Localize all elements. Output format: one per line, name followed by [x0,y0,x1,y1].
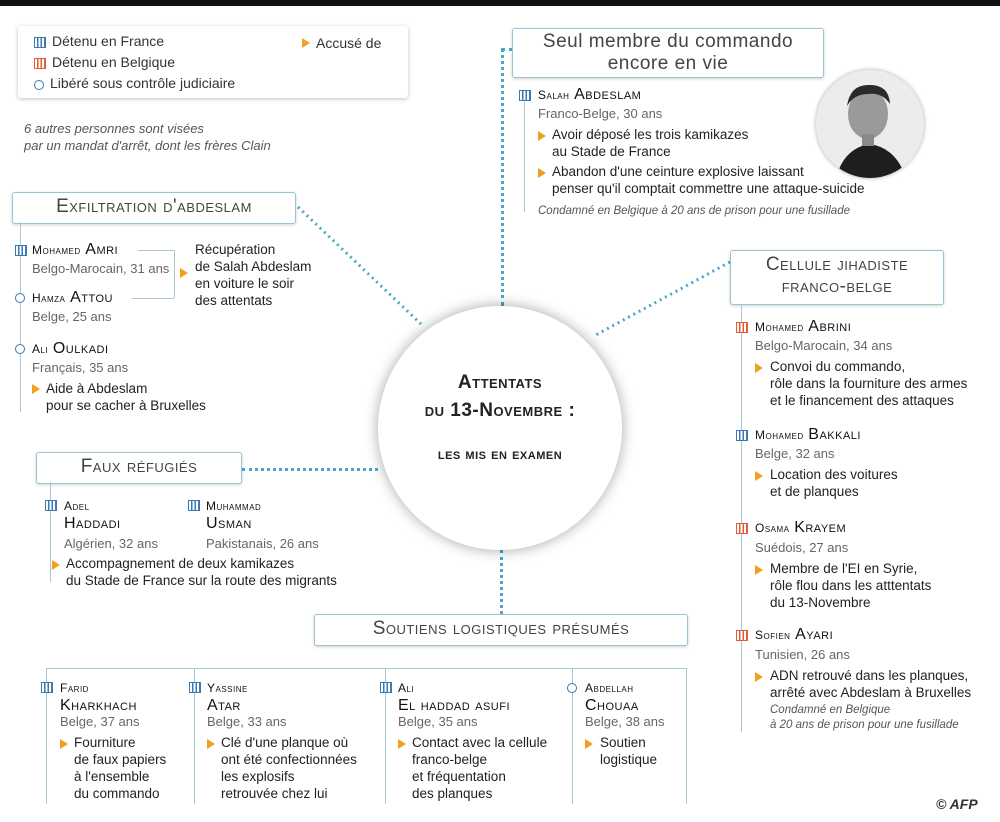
seul-timeline [524,102,525,212]
chouaa-sub: Belge, 38 ans [585,714,665,729]
ayari-note: Condamné en Belgique à 20 ans de prison pour une fusillade [770,704,959,731]
accuse-triangle-icon [755,471,763,481]
abdeslam-sub: Franco-Belge, 30 ans [538,106,663,121]
center-subtitle: les mis en examen [437,446,563,463]
accuse-triangle-icon [52,560,60,570]
atar-accusation: Clé d'une planque où ont été confectionnées les explosifs retrouvée chez lui [221,735,357,801]
libere-icon [34,80,44,90]
connector-cellule [590,260,732,340]
detenu-france-icon [736,430,748,441]
faux-refugies-box: Faux réfugiés [36,452,242,484]
accuse-triangle-icon [302,38,310,48]
exfiltration-box: Exfiltration d'abdeslam [12,192,296,224]
libere-icon [567,683,577,693]
haddadi-name: Adel Haddadi [64,499,121,532]
abdeslam-acc1: Avoir déposé les trois kamikazes au Stade de France [552,127,749,159]
exfil-shared-accusation: Récupération de Salah Abdeslam en voiture le soir des attentats [195,242,312,308]
legend [18,26,408,98]
abdeslam-acc2: Abandon d'une ceinture explosive laissant penser qu'il comptait commettre une attaque-suicide [552,164,865,196]
afp-credit: © AFP [936,796,978,812]
accuse-triangle-icon [755,672,763,682]
attou-sub: Belge, 25 ans [32,309,112,324]
krayem-accusation: Membre de l'EI en Syrie, rôle flou dans les atttentats du 13-Novembre [770,561,932,610]
detenu-belgique-icon [34,58,46,69]
libere-icon [15,293,25,303]
mandat-note: 6 autres personnes sont visées par un mandat d'arrêt, dont les frères Clain [24,121,271,153]
abdeslam-note: Condamné en Belgique à 20 ans de prison pour une fusillade [538,205,850,217]
kharkhach-name: Farid Kharkhach [60,681,137,714]
accuse-triangle-icon [585,739,593,749]
oulkadi-sub: Français, 35 ans [32,360,129,375]
asufi-sub: Belge, 35 ans [398,714,478,729]
chouaa-name: Abdellah Chouaa [585,681,639,714]
connector-exfil [296,204,426,328]
detenu-france-icon [189,682,201,693]
seul-membre-box: Seul membre du commando encore en vie [512,28,824,78]
ayari-sub: Tunisien, 26 ans [755,647,850,662]
legend-item-libere: Libéré sous contrôle judiciaire [34,75,235,91]
accuse-triangle-icon [755,565,763,575]
chouaa-accusation: Soutien logistique [600,735,658,767]
faux-timeline [50,482,51,582]
center-circle [378,306,622,550]
kharkhach-accusation: Fourniture de faux papiers à l'ensemble du commando [74,735,167,801]
detenu-france-icon [15,245,27,256]
amri-sub: Belgo-Marocain, 31 ans [32,261,170,276]
abdeslam-name: Salah Abdeslam [538,86,642,103]
libere-icon [15,344,25,354]
bakkali-accusation: Location des voitures et de planques [770,467,898,499]
cellule-box: Cellule jihadiste franco-belge [730,250,944,305]
detenu-belgique-icon [736,523,748,534]
asufi-accusation: Contact avec la cellule franco-belge et fréquentation des planques [412,735,548,801]
detenu-france-icon [41,682,53,693]
usman-name: Muhammad Usman [206,499,262,532]
bracket-top [138,250,174,251]
usman-sub: Pakistanais, 26 ans [206,536,319,551]
accuse-triangle-icon [538,131,546,141]
accuse-triangle-icon [538,168,546,178]
oulkadi-name: Ali Oulkadi [32,340,109,357]
ayari-name: Sofien Ayari [755,626,834,643]
detenu-france-icon [380,682,392,693]
atar-sub: Belge, 33 ans [207,714,287,729]
asufi-name: Ali El haddad asufi [398,681,511,714]
kharkhach-sub: Belge, 37 ans [60,714,140,729]
portrait-icon [816,70,924,178]
detenu-france-icon [188,500,200,511]
attou-name: Hamza Attou [32,289,113,306]
accuse-triangle-icon [398,739,406,749]
soutiens-hline [46,668,686,669]
bracket-bottom [132,298,174,299]
accuse-triangle-icon [60,739,68,749]
soutiens-box: Soutiens logistiques présumés [314,614,688,646]
connector-left [242,468,378,471]
legend-item-detenu-belgique: Détenu en Belgique [34,54,175,70]
accuse-triangle-icon [755,363,763,373]
abrini-sub: Belgo-Marocain, 34 ans [755,338,893,353]
bracket-vertical [174,250,175,298]
abrini-name: Mohamed Abrini [755,318,852,335]
faux-accusation: Accompagnement de deux kamikazes du Stade de France sur la route des migrants [66,556,337,588]
detenu-belgique-icon [736,630,748,641]
krayem-sub: Suédois, 27 ans [755,540,849,555]
detenu-france-icon [519,90,531,101]
bakkali-name: Mohamed Bakkali [755,426,861,443]
atar-name: Yassine Atar [207,681,248,714]
accuse-triangle-icon [207,739,215,749]
haddadi-sub: Algérien, 32 ans [64,536,158,551]
accuse-triangle-icon [32,384,40,394]
accuse-triangle-icon [180,268,188,278]
bakkali-sub: Belge, 32 ans [755,446,835,461]
center-title-line1: Attentats [457,372,543,393]
cellule-timeline [741,304,742,732]
connector-top [501,48,504,306]
center-title-line2: du 13-Novembre : [424,400,576,421]
top-bar [0,0,1000,6]
legend-item-detenu-france: Détenu en France [34,33,164,49]
oulkadi-accusation: Aide à Abdeslam pour se cacher à Bruxelles [46,381,206,413]
legend-item-accuse: Accusé de [302,35,381,51]
krayem-name: Osama Krayem [755,519,847,536]
abrini-accusation: Convoi du commando, rôle dans la fourniture des armes et le financement des attaques [770,359,968,408]
detenu-france-icon [34,37,46,48]
amri-name: Mohamed Amri [32,241,119,258]
connector-bottom [500,550,503,614]
abdeslam-photo [816,70,924,178]
ayari-accusation: ADN retrouvé dans les planques, arrêté avec Abdeslam à Bruxelles [770,668,972,700]
connector-top-stub [502,48,512,51]
soutiens-right-line [686,668,687,804]
detenu-france-icon [45,500,57,511]
detenu-belgique-icon [736,322,748,333]
